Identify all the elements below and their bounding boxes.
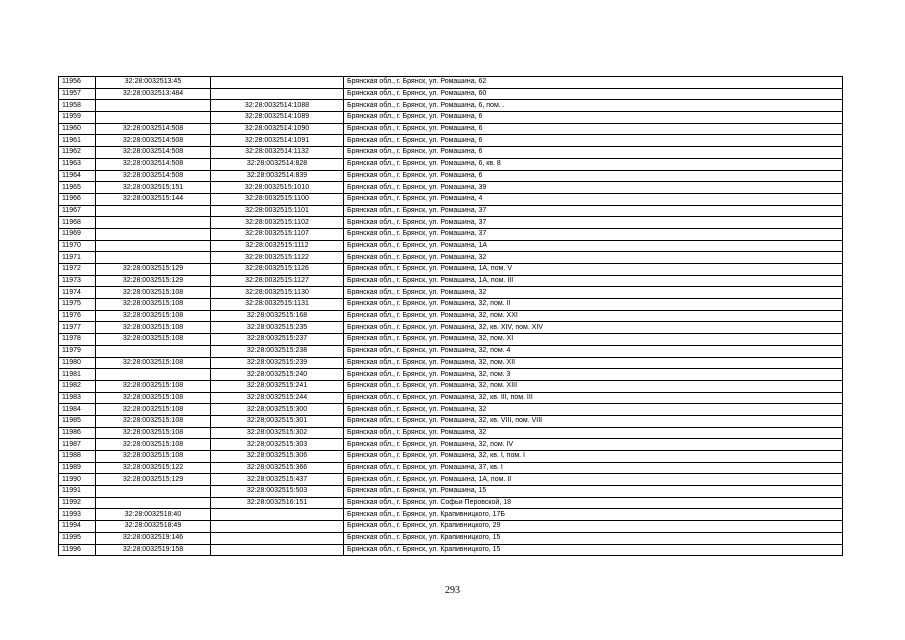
address-cell: Брянская обл., г. Брянск, ул. Ромашина, 32 bbox=[344, 427, 843, 439]
row-number-cell: 11963 bbox=[59, 158, 96, 170]
row-number-cell: 11988 bbox=[59, 451, 96, 463]
row-number-cell: 11981 bbox=[59, 369, 96, 381]
table-row bbox=[59, 532, 843, 544]
parcel-cadastral-number-cell: 32:28:0032515:108 bbox=[96, 380, 211, 392]
table-row bbox=[59, 334, 843, 346]
row-number-cell: 11995 bbox=[59, 532, 96, 544]
address-cell: Брянская обл., г. Брянск, ул. Ромашина, 32, кв. VIII, пом. VIII bbox=[344, 415, 843, 427]
parcel-cadastral-number-cell: 32:28:0032515:129 bbox=[96, 474, 211, 486]
parcel-cadastral-number-cell bbox=[96, 100, 211, 112]
address-cell: Брянская обл., г. Брянск, ул. Ромашина, 1А, пом. II bbox=[344, 474, 843, 486]
address-cell: Брянская обл., г. Брянск, ул. Ромашина, 32 bbox=[344, 404, 843, 416]
table-row bbox=[59, 112, 843, 124]
address-cell: Брянская обл., г. Брянск, ул. Ромашина, 32, кв. I, пом. I bbox=[344, 451, 843, 463]
object-cadastral-number-cell: 32:28:0032515:238 bbox=[211, 345, 344, 357]
object-cadastral-number-cell: 32:28:0032515:503 bbox=[211, 486, 344, 498]
address-cell: Брянская обл., г. Брянск, ул. Крапивницкого, 15 bbox=[344, 544, 843, 556]
parcel-cadastral-number-cell: 32:28:0032518:40 bbox=[96, 509, 211, 521]
row-number-cell: 11974 bbox=[59, 287, 96, 299]
object-cadastral-number-cell bbox=[211, 532, 344, 544]
address-cell: Брянская обл., г. Брянск, ул. Ромашина, 6, пом. . bbox=[344, 100, 843, 112]
parcel-cadastral-number-cell bbox=[96, 217, 211, 229]
object-cadastral-number-cell: 32:28:0032515:1126 bbox=[211, 264, 344, 276]
row-number-cell: 11989 bbox=[59, 462, 96, 474]
parcel-cadastral-number-cell bbox=[96, 497, 211, 509]
page-number: 293 bbox=[445, 585, 460, 596]
parcel-cadastral-number-cell: 32:28:0032514:508 bbox=[96, 135, 211, 147]
table-row bbox=[59, 299, 843, 311]
row-number-cell: 11961 bbox=[59, 135, 96, 147]
address-cell: Брянская обл., г. Брянск, ул. Ромашина, 32, пом. II bbox=[344, 299, 843, 311]
parcel-cadastral-number-cell: 32:28:0032515:108 bbox=[96, 357, 211, 369]
table-row bbox=[59, 439, 843, 451]
table-row bbox=[59, 287, 843, 299]
address-cell: Брянская обл., г. Брянск, ул. Ромашина, 32, кв. XIV, пом. XIV bbox=[344, 322, 843, 334]
address-cell: Брянская обл., г. Брянск, ул. Ромашина, 4 bbox=[344, 193, 843, 205]
parcel-cadastral-number-cell: 32:28:0032519:158 bbox=[96, 544, 211, 556]
table-row bbox=[59, 392, 843, 404]
table-row bbox=[59, 77, 843, 89]
table-row bbox=[59, 100, 843, 112]
object-cadastral-number-cell: 32:28:0032515:1112 bbox=[211, 240, 344, 252]
object-cadastral-number-cell: 32:28:0032514:1091 bbox=[211, 135, 344, 147]
object-cadastral-number-cell: 32:28:0032515:1102 bbox=[211, 217, 344, 229]
row-number-cell: 11977 bbox=[59, 322, 96, 334]
address-cell: Брянская обл., г. Брянск, ул. Ромашина, 60 bbox=[344, 88, 843, 100]
table-row bbox=[59, 275, 843, 287]
address-cell: Брянская обл., г. Брянск, ул. Ромашина, 6 bbox=[344, 170, 843, 182]
table-row bbox=[59, 427, 843, 439]
parcel-cadastral-number-cell: 32:28:0032515:108 bbox=[96, 404, 211, 416]
row-number-cell: 11993 bbox=[59, 509, 96, 521]
object-cadastral-number-cell: 32:28:0032514:1132 bbox=[211, 147, 344, 159]
parcel-cadastral-number-cell: 32:28:0032515:108 bbox=[96, 392, 211, 404]
row-number-cell: 11984 bbox=[59, 404, 96, 416]
object-cadastral-number-cell: 32:28:0032515:244 bbox=[211, 392, 344, 404]
object-cadastral-number-cell: 32:28:0032515:1130 bbox=[211, 287, 344, 299]
address-cell: Брянская обл., г. Брянск, ул. Ромашина, 32, пом. 3 bbox=[344, 369, 843, 381]
table-row bbox=[59, 451, 843, 463]
object-cadastral-number-cell: 32:28:0032515:1010 bbox=[211, 182, 344, 194]
address-cell: Брянская обл., г. Брянск, ул. Ромашина, 62 bbox=[344, 77, 843, 89]
table-row bbox=[59, 264, 843, 276]
address-cell: Брянская обл., г. Брянск, ул. Ромашина, 32, пом. XI bbox=[344, 334, 843, 346]
row-number-cell: 11992 bbox=[59, 497, 96, 509]
row-number-cell: 11967 bbox=[59, 205, 96, 217]
parcel-cadastral-number-cell bbox=[96, 252, 211, 264]
address-cell: Брянская обл., г. Брянск, ул. Ромашина, 32, пом. 4 bbox=[344, 345, 843, 357]
address-cell: Брянская обл., г. Брянск, ул. Ромашина, 1А, пом. V bbox=[344, 264, 843, 276]
address-cell: Брянская обл., г. Брянск, ул. Ромашина, 37 bbox=[344, 217, 843, 229]
row-number-cell: 11965 bbox=[59, 182, 96, 194]
address-cell: Брянская обл., г. Брянск, ул. Ромашина, 32 bbox=[344, 287, 843, 299]
table-row bbox=[59, 228, 843, 240]
table-row bbox=[59, 357, 843, 369]
parcel-cadastral-number-cell bbox=[96, 205, 211, 217]
object-cadastral-number-cell: 32:28:0032515:1107 bbox=[211, 228, 344, 240]
address-cell: Брянская обл., г. Брянск, ул. Ромашина, 39 bbox=[344, 182, 843, 194]
row-number-cell: 11970 bbox=[59, 240, 96, 252]
row-number-cell: 11976 bbox=[59, 310, 96, 322]
row-number-cell: 11966 bbox=[59, 193, 96, 205]
object-cadastral-number-cell: 32:28:0032514:828 bbox=[211, 158, 344, 170]
table-row bbox=[59, 462, 843, 474]
object-cadastral-number-cell: 32:28:0032515:1127 bbox=[211, 275, 344, 287]
object-cadastral-number-cell: 32:28:0032515:437 bbox=[211, 474, 344, 486]
object-cadastral-number-cell: 32:28:0032515:168 bbox=[211, 310, 344, 322]
parcel-cadastral-number-cell: 32:28:0032515:108 bbox=[96, 287, 211, 299]
table-row bbox=[59, 310, 843, 322]
parcel-cadastral-number-cell: 32:28:0032513:484 bbox=[96, 88, 211, 100]
row-number-cell: 11985 bbox=[59, 415, 96, 427]
address-cell: Брянская обл., г. Брянск, ул. Софьи Перовской, 18 bbox=[344, 497, 843, 509]
address-cell: Брянская обл., г. Брянск, ул. Ромашина, 37, кв. I bbox=[344, 462, 843, 474]
table-row bbox=[59, 404, 843, 416]
parcel-cadastral-number-cell: 32:28:0032515:151 bbox=[96, 182, 211, 194]
parcel-cadastral-number-cell: 32:28:0032515:129 bbox=[96, 264, 211, 276]
address-cell: Брянская обл., г. Брянск, ул. Ромашина, 6 bbox=[344, 123, 843, 135]
object-cadastral-number-cell: 32:28:0032515:239 bbox=[211, 357, 344, 369]
row-number-cell: 11973 bbox=[59, 275, 96, 287]
object-cadastral-number-cell: 32:28:0032515:303 bbox=[211, 439, 344, 451]
row-number-cell: 11958 bbox=[59, 100, 96, 112]
parcel-cadastral-number-cell: 32:28:0032515:108 bbox=[96, 427, 211, 439]
parcel-cadastral-number-cell bbox=[96, 369, 211, 381]
parcel-cadastral-number-cell: 32:28:0032513:45 bbox=[96, 77, 211, 89]
table-row bbox=[59, 170, 843, 182]
object-cadastral-number-cell: 32:28:0032514:1090 bbox=[211, 123, 344, 135]
table-row bbox=[59, 380, 843, 392]
object-cadastral-number-cell: 32:28:0032515:300 bbox=[211, 404, 344, 416]
table-row bbox=[59, 182, 843, 194]
parcel-cadastral-number-cell: 32:28:0032515:108 bbox=[96, 334, 211, 346]
table-row bbox=[59, 193, 843, 205]
parcel-cadastral-number-cell bbox=[96, 240, 211, 252]
table-row bbox=[59, 88, 843, 100]
parcel-cadastral-number-cell: 32:28:0032515:144 bbox=[96, 193, 211, 205]
row-number-cell: 11979 bbox=[59, 345, 96, 357]
parcel-cadastral-number-cell: 32:28:0032515:108 bbox=[96, 322, 211, 334]
object-cadastral-number-cell bbox=[211, 521, 344, 533]
table-row bbox=[59, 217, 843, 229]
table-row bbox=[59, 521, 843, 533]
table-row bbox=[59, 474, 843, 486]
object-cadastral-number-cell: 32:28:0032515:241 bbox=[211, 380, 344, 392]
row-number-cell: 11962 bbox=[59, 147, 96, 159]
row-number-cell: 11990 bbox=[59, 474, 96, 486]
address-cell: Брянская обл., г. Брянск, ул. Ромашина, 32, пом. XIII bbox=[344, 380, 843, 392]
object-cadastral-number-cell bbox=[211, 88, 344, 100]
object-cadastral-number-cell: 32:28:0032515:237 bbox=[211, 334, 344, 346]
address-cell: Брянская обл., г. Брянск, ул. Крапивницкого, 15 bbox=[344, 532, 843, 544]
row-number-cell: 11996 bbox=[59, 544, 96, 556]
row-number-cell: 11964 bbox=[59, 170, 96, 182]
parcel-cadastral-number-cell: 32:28:0032515:108 bbox=[96, 451, 211, 463]
object-cadastral-number-cell bbox=[211, 544, 344, 556]
address-cell: Брянская обл., г. Брянск, ул. Крапивницкого, 29 bbox=[344, 521, 843, 533]
object-cadastral-number-cell: 32:28:0032515:301 bbox=[211, 415, 344, 427]
parcel-cadastral-number-cell bbox=[96, 345, 211, 357]
address-cell: Брянская обл., г. Брянск, ул. Ромашина, 32, пом. IV bbox=[344, 439, 843, 451]
parcel-cadastral-number-cell: 32:28:0032519:146 bbox=[96, 532, 211, 544]
row-number-cell: 11960 bbox=[59, 123, 96, 135]
table-row bbox=[59, 544, 843, 556]
object-cadastral-number-cell bbox=[211, 77, 344, 89]
address-cell: Брянская обл., г. Брянск, ул. Ромашина, 37 bbox=[344, 228, 843, 240]
address-cell: Брянская обл., г. Брянск, ул. Ромашина, 37 bbox=[344, 205, 843, 217]
table-row bbox=[59, 486, 843, 498]
table-body bbox=[59, 77, 843, 556]
row-number-cell: 11971 bbox=[59, 252, 96, 264]
object-cadastral-number-cell: 32:28:0032514:1089 bbox=[211, 112, 344, 124]
table-row bbox=[59, 369, 843, 381]
row-number-cell: 11983 bbox=[59, 392, 96, 404]
parcel-cadastral-number-cell: 32:28:0032514:508 bbox=[96, 170, 211, 182]
row-number-cell: 11957 bbox=[59, 88, 96, 100]
address-cell: Брянская обл., г. Брянск, ул. Крапивницкого, 17Б bbox=[344, 509, 843, 521]
address-cell: Брянская обл., г. Брянск, ул. Ромашина, 6, кв. 8 bbox=[344, 158, 843, 170]
object-cadastral-number-cell: 32:28:0032515:1100 bbox=[211, 193, 344, 205]
object-cadastral-number-cell: 32:28:0032516:151 bbox=[211, 497, 344, 509]
object-cadastral-number-cell: 32:28:0032515:240 bbox=[211, 369, 344, 381]
object-cadastral-number-cell: 32:28:0032515:235 bbox=[211, 322, 344, 334]
row-number-cell: 11994 bbox=[59, 521, 96, 533]
row-number-cell: 11982 bbox=[59, 380, 96, 392]
table-row bbox=[59, 240, 843, 252]
table-row bbox=[59, 135, 843, 147]
row-number-cell: 11969 bbox=[59, 228, 96, 240]
table-row bbox=[59, 322, 843, 334]
row-number-cell: 11959 bbox=[59, 112, 96, 124]
address-cell: Брянская обл., г. Брянск, ул. Ромашина, 1А bbox=[344, 240, 843, 252]
address-cell: Брянская обл., г. Брянск, ул. Ромашина, 1А, пом. III bbox=[344, 275, 843, 287]
parcel-cadastral-number-cell: 32:28:0032515:122 bbox=[96, 462, 211, 474]
address-cell: Брянская обл., г. Брянск, ул. Ромашина, 32, кв. III, пом. III bbox=[344, 392, 843, 404]
table-row bbox=[59, 497, 843, 509]
table-row bbox=[59, 345, 843, 357]
address-cell: Брянская обл., г. Брянск, ул. Ромашина, 6 bbox=[344, 147, 843, 159]
row-number-cell: 11987 bbox=[59, 439, 96, 451]
table-row bbox=[59, 147, 843, 159]
parcel-cadastral-number-cell: 32:28:0032514:508 bbox=[96, 158, 211, 170]
object-cadastral-number-cell: 32:28:0032514:839 bbox=[211, 170, 344, 182]
cadastral-registry-table bbox=[58, 76, 843, 556]
address-cell: Брянская обл., г. Брянск, ул. Ромашина, 32, пом. XII bbox=[344, 357, 843, 369]
object-cadastral-number-cell: 32:28:0032515:302 bbox=[211, 427, 344, 439]
parcel-cadastral-number-cell: 32:28:0032515:108 bbox=[96, 299, 211, 311]
address-cell: Брянская обл., г. Брянск, ул. Ромашина, 15 bbox=[344, 486, 843, 498]
parcel-cadastral-number-cell: 32:28:0032515:108 bbox=[96, 310, 211, 322]
object-cadastral-number-cell: 32:28:0032515:306 bbox=[211, 451, 344, 463]
table-row bbox=[59, 415, 843, 427]
row-number-cell: 11956 bbox=[59, 77, 96, 89]
parcel-cadastral-number-cell bbox=[96, 228, 211, 240]
parcel-cadastral-number-cell bbox=[96, 112, 211, 124]
parcel-cadastral-number-cell: 32:28:0032515:108 bbox=[96, 439, 211, 451]
row-number-cell: 11980 bbox=[59, 357, 96, 369]
row-number-cell: 11986 bbox=[59, 427, 96, 439]
table-row bbox=[59, 123, 843, 135]
parcel-cadastral-number-cell: 32:28:0032515:129 bbox=[96, 275, 211, 287]
row-number-cell: 11991 bbox=[59, 486, 96, 498]
object-cadastral-number-cell: 32:28:0032515:366 bbox=[211, 462, 344, 474]
row-number-cell: 11978 bbox=[59, 334, 96, 346]
object-cadastral-number-cell: 32:28:0032515:1131 bbox=[211, 299, 344, 311]
row-number-cell: 11972 bbox=[59, 264, 96, 276]
address-cell: Брянская обл., г. Брянск, ул. Ромашина, 32, пом. XXI bbox=[344, 310, 843, 322]
row-number-cell: 11968 bbox=[59, 217, 96, 229]
parcel-cadastral-number-cell: 32:28:0032518:49 bbox=[96, 521, 211, 533]
row-number-cell: 11975 bbox=[59, 299, 96, 311]
table-row bbox=[59, 158, 843, 170]
address-cell: Брянская обл., г. Брянск, ул. Ромашина, 6 bbox=[344, 135, 843, 147]
object-cadastral-number-cell: 32:28:0032515:1122 bbox=[211, 252, 344, 264]
parcel-cadastral-number-cell bbox=[96, 486, 211, 498]
parcel-cadastral-number-cell: 32:28:0032514:508 bbox=[96, 147, 211, 159]
address-cell: Брянская обл., г. Брянск, ул. Ромашина, 6 bbox=[344, 112, 843, 124]
address-cell: Брянская обл., г. Брянск, ул. Ромашина, 32 bbox=[344, 252, 843, 264]
table-row bbox=[59, 205, 843, 217]
object-cadastral-number-cell bbox=[211, 509, 344, 521]
table-row bbox=[59, 509, 843, 521]
table-row bbox=[59, 252, 843, 264]
parcel-cadastral-number-cell: 32:28:0032515:108 bbox=[96, 415, 211, 427]
object-cadastral-number-cell: 32:28:0032515:1101 bbox=[211, 205, 344, 217]
object-cadastral-number-cell: 32:28:0032514:1088 bbox=[211, 100, 344, 112]
parcel-cadastral-number-cell: 32:28:0032514:508 bbox=[96, 123, 211, 135]
